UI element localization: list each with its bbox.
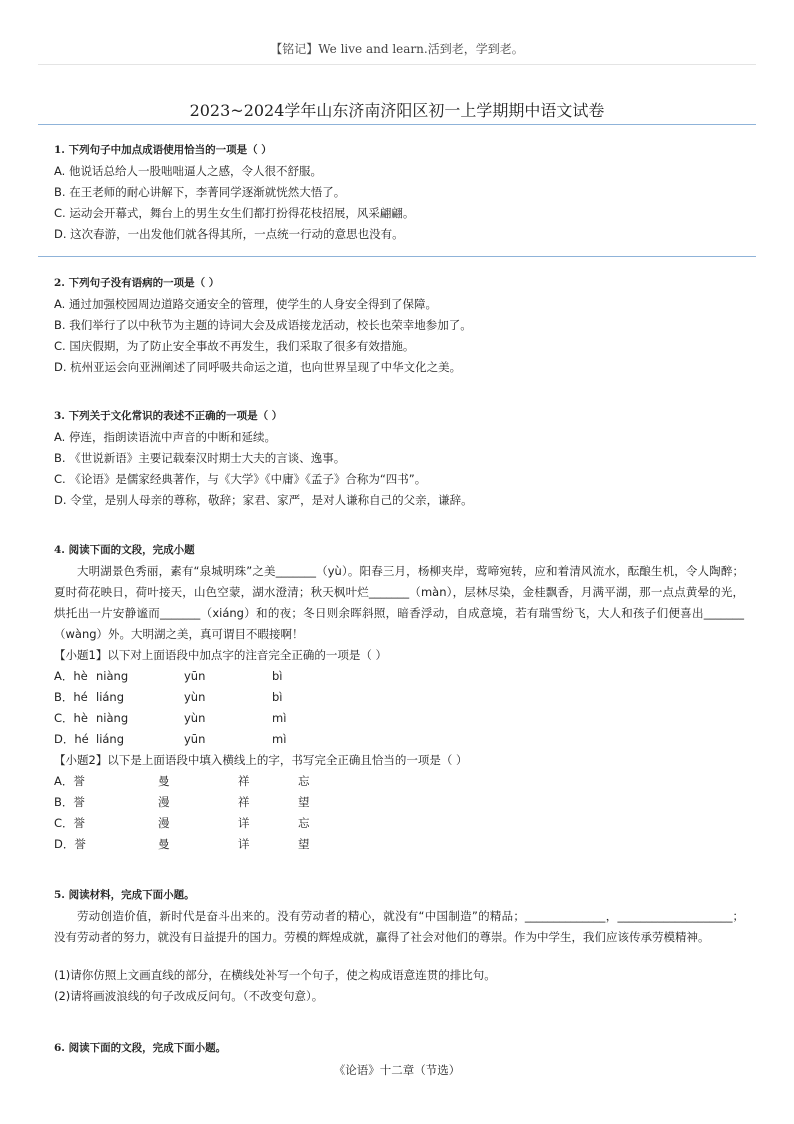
- exam-title: 2023~2024学年山东济南济阳区初一上学期期中语文试卷: [189, 101, 605, 120]
- title-divider: [38, 124, 756, 125]
- character-option-d: D．誉 曼 详 望: [54, 837, 310, 851]
- option-a: A. 停连，指朗读语流中声音的中断和延续。: [54, 430, 276, 444]
- question-stem: 6. 阅读下面的文段，完成下面小题。: [54, 1042, 227, 1054]
- question-6: [54, 1038, 744, 1059]
- section-divider: [38, 256, 756, 257]
- character-option-a: A．誉 曼 祥 忘: [54, 774, 310, 788]
- question-stem: 3. 下列关于文化常识的表述不正确的一项是（ ）: [54, 410, 283, 422]
- character-option-c: C．誉 漫 详 忘: [54, 816, 310, 830]
- pinyin-option-c: C．hè niàng yùn mì: [54, 711, 287, 725]
- pinyin-option-d: D．hé liáng yūn mì: [54, 732, 287, 746]
- pinyin-option-a: A．hè niàng yūn bì: [54, 669, 283, 683]
- question-2: [54, 273, 744, 378]
- reading-passage: 劳动创造价值，新时代是奋斗出来的。没有劳动者的精心，就没有“中国制造”的精品；______________，____________________；没有劳动者的努力，就没有日益提升的国力。劳模的辉煌成就，赢得了社会对他们的尊崇。作为中学生，我们应该传承劳模精神。: [54, 909, 744, 944]
- option-c: C. 运动会开幕式，舞台上的男生女生们都打扮得花枝招展，风采翩翩。: [54, 206, 415, 220]
- option-b: B. 在王老师的耐心讲解下，李菁同学逐渐就恍然大悟了。: [54, 185, 346, 199]
- option-a: A. 通过加强校园周边道路交通安全的管理，使学生的人身安全得到了保障。: [54, 297, 437, 311]
- option-d: D. 杭州亚运会向亚洲阐述了同呼吸共命运之道，也向世界呈现了中华文化之美。: [54, 360, 462, 374]
- question-4: [54, 540, 744, 855]
- option-b: B. 我们举行了以中秋节为主题的诗词大会及成语接龙活动，校长也荣幸地参加了。: [54, 318, 472, 332]
- question-3: [54, 406, 744, 511]
- option-d: D. 这次春游，一出发他们就各得其所，一点统一行动的意思也没有。: [54, 227, 404, 241]
- question-1: [54, 140, 744, 245]
- option-d: D. 令堂，是别人母亲的尊称，敬辞；家君、家严，是对人谦称自己的父亲，谦辞。: [54, 493, 473, 507]
- question-stem: 1. 下列句子中加点成语使用恰当的一项是（ ）: [54, 144, 272, 156]
- question-5: [54, 885, 744, 1007]
- option-c: C. 《论语》是儒家经典著作，与《大学》《中庸》《孟子》合称为“四书”。: [54, 472, 427, 486]
- option-a: A. 他说话总给人一股咄咄逼人之感，令人很不舒服。: [54, 164, 322, 178]
- question-stem: 5. 阅读材料，完成下面小题。: [54, 889, 195, 901]
- header-divider: [38, 64, 756, 65]
- task-2: (2)请将画波浪线的句子改成反问句。（不改变句意）。: [54, 989, 324, 1003]
- question-stem: 2. 下列句子没有语病的一项是（ ）: [54, 277, 220, 289]
- header-motto: 【铭记】We live and learn.活到老，学到老。: [270, 42, 524, 56]
- subquestion-2-stem: 【小题2】以下是上面语段中填入横线上的字，书写完全正确且恰当的一项是（ ）: [54, 753, 468, 767]
- question-stem: 4. 阅读下面的文段，完成小题: [54, 544, 195, 556]
- subquestion-1-stem: 【小题1】以下对上面语段中加点字的注音完全正确的一项是（ ）: [54, 648, 387, 662]
- pinyin-option-b: B．hé liáng yùn bì: [54, 690, 283, 704]
- reading-passage: 大明湖景色秀丽，素有“泉城明珠”之美_______（yù）。阳春三月，杨柳夹岸，莺啼宛转，应和着清风流水，酝酿生机，令人陶醉；夏时荷花映日，荷叶接天，山色空蒙，湖水澄清；秋天枫叶烂_______（màn），层林尽染，金桂飘香，月满平湖，那一点点黄晕的光，烘托出一片安静谧而_______（xiáng）和的夜；冬日则余晖斜照，暗香浮动，自成意境，若有瑞雪纷飞，大人和孩子们便喜出_______（wàng）外。大明湖之美，真可谓目不暇接啊！: [54, 564, 744, 641]
- task-1: (1)请你仿照上文画直线的部分，在横线处补写一个句子，使之构成语意连贯的排比句。: [54, 968, 496, 982]
- option-c: C. 国庆假期，为了防止安全事故不再发生，我们采取了很多有效措施。: [54, 339, 415, 353]
- passage-subtitle: 《论语》十二章（节选）: [333, 1063, 461, 1077]
- character-option-b: B．誉 漫 祥 望: [54, 795, 310, 809]
- option-b: B. 《世说新语》主要记载秦汉时期士大夫的言谈、逸事。: [54, 451, 346, 465]
